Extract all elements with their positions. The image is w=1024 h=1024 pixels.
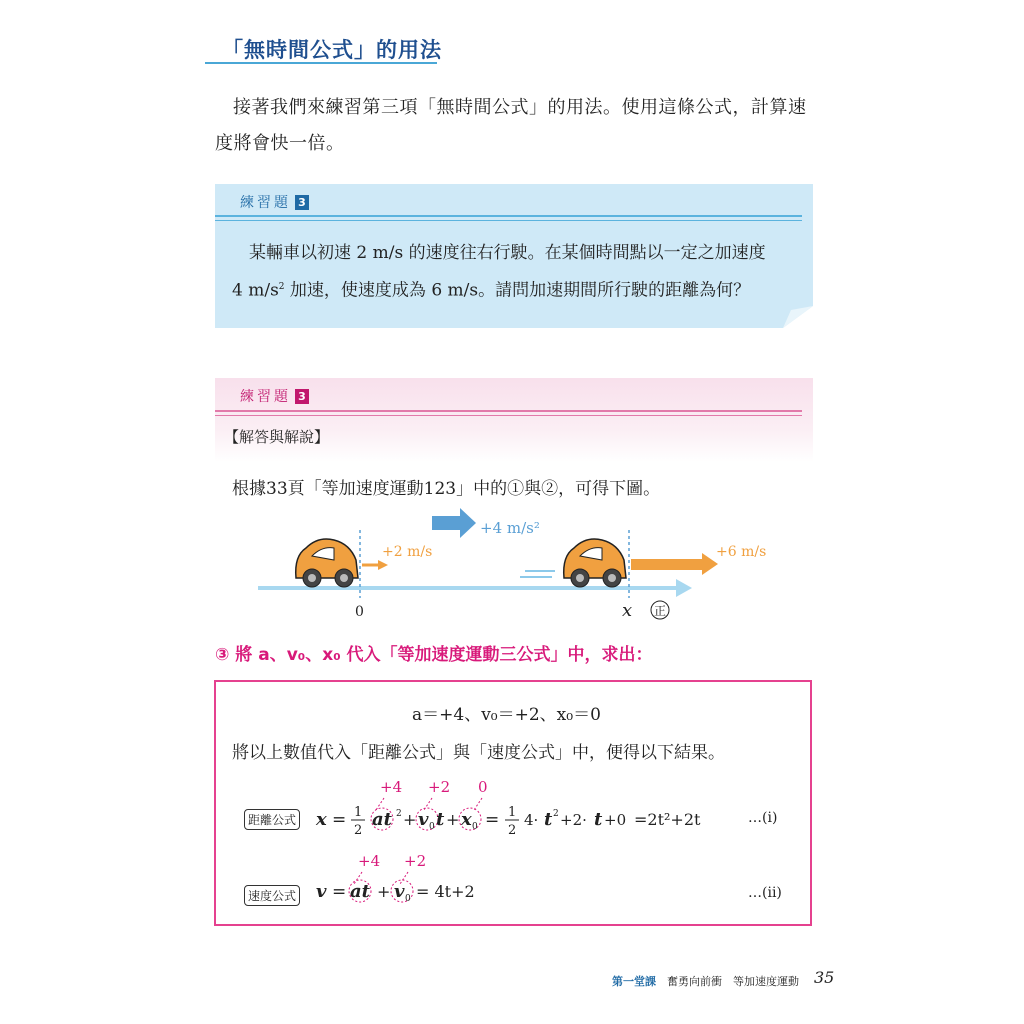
footer-title: 奮勇向前衝 等加速度運動 [667,975,799,988]
positive-direction-label: 正 [654,604,667,618]
dist-sub-a: +4 [380,778,403,796]
svg-text:+: + [377,882,391,901]
answer-label [240,386,309,406]
acceleration-arrow [432,516,462,530]
intro-paragraph [215,90,825,162]
svg-text:v: v [316,881,327,902]
svg-text:v: v [418,809,429,830]
svg-text:at: at [372,809,392,830]
svg-text:2: 2 [354,823,363,838]
svg-text:t: t [436,809,445,830]
svg-text:+0: +0 [604,811,627,829]
acceleration-label: +4 m/s² [480,519,540,537]
question-exponent: 2 [278,282,285,292]
velocity-formula [310,845,510,905]
answer-rule [215,415,802,416]
acceleration-arrowhead [460,508,476,538]
question-line-2b: 加速，使速度成為 6 m/s。請問加速期間所行駛的距離為何？ [284,280,751,301]
page-footer [612,973,799,989]
distance-formula-tag: 距離公式 [244,809,300,830]
svg-text:0: 0 [429,822,435,832]
svg-text:=: = [332,882,347,902]
answer-rule [215,410,802,412]
vel-sub-v: +2 [404,852,427,870]
question-rule [215,220,802,221]
velocity-formula-tag: 速度公式 [244,885,300,906]
page-number: 35 [814,968,835,987]
svg-text:1: 1 [354,805,363,820]
answer-lead: 根據33頁「等加速度運動123」中的①與②，可得下圖。 [232,479,661,499]
question-number-badge: 3 [295,195,309,210]
svg-text:+2·: +2· [560,811,587,829]
intro-line-1: 接著我們來練習第三項「無時間公式」的用法。使用這條公式，計算速 [233,97,807,118]
car-end [564,539,626,587]
svg-text:v: v [394,881,405,902]
track-arrowhead [676,579,692,597]
page-fold-corner [783,306,813,328]
svg-text:=: = [332,810,347,830]
distance-formula [310,770,701,840]
step-3-heading: ③ 將 a、v₀、x₀ 代入「等加速度運動三公式」中，求出： [215,645,653,665]
car-start [296,539,358,587]
svg-text:2: 2 [396,809,402,819]
svg-text:t: t [594,809,603,830]
intro-line-2: 度將會快一倍。 [215,133,345,154]
svg-text:1: 1 [508,805,517,820]
substitution-explanation: 將以上數值代入「距離公式」與「速度公式」中，便得以下結果。 [232,743,725,763]
question-label-text: 練習題 [240,195,291,211]
dist-sub-v: +2 [428,778,451,796]
final-velocity-arrow [631,559,703,570]
question-text [232,236,802,308]
origin-label: 0 [355,604,364,620]
svg-text:0: 0 [405,894,411,904]
svg-text:x: x [316,809,327,830]
final-velocity-label: +6 m/s [716,544,767,560]
svg-text:=: = [485,810,500,830]
footer-chapter: 第一堂課 [612,975,656,988]
question-line-1: 某輛車以初速 2 m/s 的速度往右行駛。在某個時間點以一定之加速度 [249,243,766,263]
question-line-2a: 4 m/s [232,280,279,301]
svg-text:+: + [446,810,460,829]
svg-text:4·: 4· [524,811,539,829]
distance-ref: …(i) [748,810,778,826]
section-underline [205,62,437,64]
svg-text:2: 2 [553,809,559,819]
question-rule [215,215,802,217]
svg-text:+: + [403,810,417,829]
vel-sub-a: +4 [358,852,381,870]
svg-text:0: 0 [472,822,478,832]
motion-diagram [250,505,810,630]
section-title: 「無時間公式」的用法 [222,38,442,62]
initial-velocity-label: +2 m/s [382,544,433,560]
svg-text:t: t [544,809,553,830]
dist-sub-x: 0 [478,778,488,796]
svg-text:2: 2 [508,823,517,838]
svg-text:x: x [461,809,472,830]
answer-label-text: 練習題 [240,389,291,405]
position-x-label: x [622,600,633,621]
values-line: a＝+4、v₀＝+2、x₀＝0 [412,705,601,725]
distance-result: =2t²+2t [634,810,701,829]
answer-number-badge: 3 [295,389,309,404]
answer-subheading: 【解答與解說】 [224,428,330,446]
svg-text:at: at [350,881,370,902]
question-label [240,192,309,212]
velocity-result: = 4t+2 [416,882,475,901]
velocity-ref: …(ii) [748,885,782,901]
